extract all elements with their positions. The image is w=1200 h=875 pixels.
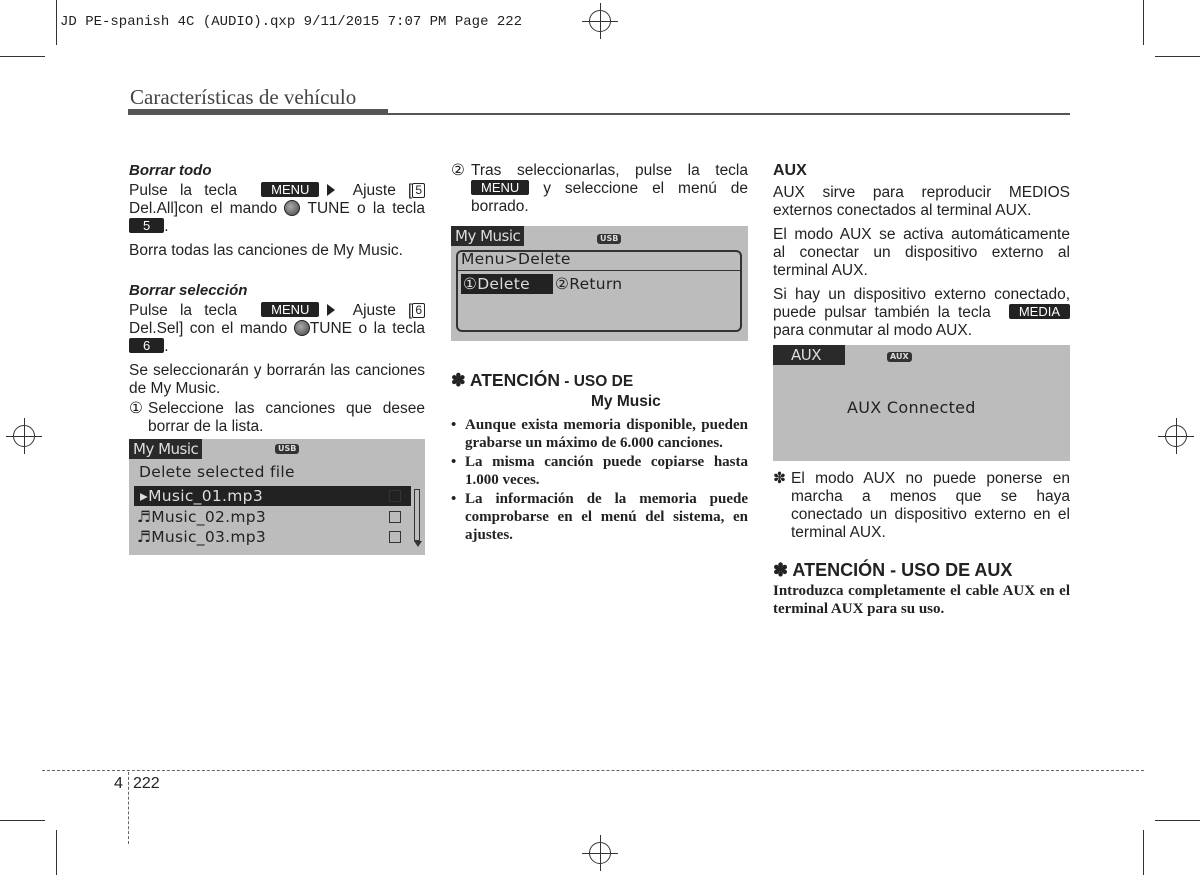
text: Ajuste [: [352, 182, 413, 199]
crop-mark: [1143, 0, 1144, 45]
title-rule-thin: [388, 113, 1070, 115]
paragraph-delete-all-result: Borra todas las canciones de My Music.: [129, 242, 403, 259]
step-1-marker: ①: [129, 400, 143, 417]
attention-aux-title: ✽ ATENCIÓN - USO DE AUX: [773, 560, 1013, 580]
page-number: 222: [133, 775, 160, 792]
usb-badge: USB: [275, 444, 299, 454]
scrollbar: [414, 489, 420, 541]
registration-mark-top: [582, 3, 618, 39]
arrow-right-icon: [327, 184, 335, 196]
attention-title: ✽ ATENCIÓN: [451, 370, 560, 390]
option-delete-selected: ①Delete: [461, 274, 553, 294]
text: Ajuste [: [352, 302, 413, 319]
text: .: [164, 338, 169, 355]
checkbox: [389, 531, 401, 543]
registration-mark-right: [1158, 418, 1194, 454]
left-column: [129, 162, 425, 442]
right-column: [773, 162, 1070, 346]
text: Del.All]con el mando: [129, 200, 278, 217]
screen-tab: AUX: [773, 345, 845, 365]
right-column-lower: [773, 470, 1070, 624]
footer-rule: [42, 770, 1144, 771]
menu-breadcrumb: Menu>Delete: [461, 250, 571, 268]
attention-title-line: [451, 370, 748, 392]
aux-paragraph-1: AUX sirve para reproducir MEDIOS externos conectados al terminal AUX.: [773, 184, 1070, 219]
crop-mark: [1155, 820, 1200, 821]
key-5-icon: 5: [129, 218, 164, 233]
text: Pulse la tecla: [129, 182, 237, 199]
text: El modo AUX no puede ponerse en marcha a menos que se haya conectado un dispositivo externo en el terminal AUX.: [791, 470, 1070, 541]
text: Si hay un dispositivo externo conectado, puede pulsar también la tecla: [773, 286, 1070, 321]
aux-badge: AUX: [887, 352, 912, 362]
bullet-item: • La misma canción puede copiarse hasta 1.000 veces.: [451, 453, 748, 489]
crop-mark: [56, 830, 57, 875]
tune-knob-icon: [284, 200, 300, 216]
footer-divider: [128, 772, 129, 844]
title-rule-thick: [128, 109, 388, 115]
print-file-info: JD PE-spanish 4C (AUDIO).qxp 9/11/2015 7:07 PM Page 222: [60, 14, 523, 30]
tune-knob-icon: [294, 320, 310, 336]
screen-tab: My Music: [129, 439, 202, 459]
number-6-icon: 6: [412, 303, 425, 318]
paragraph-delete-selected-result: Se seleccionarán y borrarán las canciones de My Music.: [129, 362, 425, 397]
step-1: [129, 400, 425, 436]
registration-mark-left: [6, 418, 42, 454]
aux-note: [773, 470, 1070, 542]
screen-tab: My Music: [451, 226, 524, 246]
number-5-icon: 5: [412, 183, 425, 198]
heading-delete-selected: Borrar selección: [129, 282, 248, 299]
crop-mark: [56, 0, 57, 45]
screen-title: Delete selected file: [139, 463, 295, 481]
section-title: Características de vehículo: [130, 85, 357, 109]
chapter-number: 4: [114, 775, 123, 792]
aux-heading: AUX: [773, 162, 807, 179]
scroll-down-icon: [414, 541, 422, 547]
aux-paragraph-2: El modo AUX se activa automáticamente al conectar un dispositivo externo al terminal AUX.: [773, 226, 1070, 279]
text: Del.Sel] con el mando: [129, 320, 288, 337]
crop-mark: [1155, 56, 1200, 57]
text: .: [164, 218, 169, 235]
paragraph-delete-selected: [129, 302, 425, 356]
text: ▸Music_01.mp3: [140, 487, 263, 505]
file-row-selected: [134, 486, 411, 506]
option-return: ②Return: [555, 275, 623, 293]
text: y seleccione el menú de borrado.: [471, 180, 748, 215]
text: TUNE o la tecla: [309, 320, 426, 337]
middle-column: [451, 162, 748, 222]
aux-connected-message: AUX Connected: [847, 398, 976, 417]
aux-connected-screen: [773, 345, 1070, 461]
crop-mark: [0, 820, 45, 821]
step-2-marker: ②: [451, 162, 465, 179]
usb-badge: USB: [597, 234, 621, 244]
attention-subtitle: - USO DE: [559, 373, 634, 390]
popup-divider: [458, 270, 740, 271]
arrow-right-icon: [327, 304, 335, 316]
file-row: ♬Music_02.mp3: [137, 508, 267, 526]
crop-mark: [1143, 830, 1144, 875]
step-2: [451, 162, 748, 216]
checkbox: [389, 511, 401, 523]
paragraph-delete-all: [129, 182, 425, 236]
aux-paragraph-3: [773, 286, 1070, 340]
attention-aux-body: Introduzca completamente el cable AUX en el terminal AUX para su uso.: [773, 583, 1070, 617]
menu-key-icon: MENU: [261, 302, 319, 317]
attention-subtitle-2: My Music: [591, 393, 661, 410]
note-marker: ✽: [773, 470, 786, 487]
text: para conmutar al modo AUX.: [773, 322, 973, 339]
key-6-icon: 6: [129, 338, 164, 353]
attention-my-music: [451, 370, 748, 545]
bullet-item: • La información de la memoria puede comprobarse en el menú del sistema, en ajustes.: [451, 490, 748, 544]
checkbox: [389, 490, 401, 502]
registration-mark-bottom: [582, 835, 618, 871]
text: Tras seleccionarlas, pulse la tecla: [471, 162, 748, 179]
heading-delete-all: Borrar todo: [129, 162, 212, 179]
bullet-item: • Aunque exista memoria disponible, pueden grabarse un máximo de 6.000 canciones.: [451, 416, 748, 452]
text: Pulse la tecla: [129, 302, 237, 319]
menu-key-icon: MENU: [471, 180, 529, 195]
text: TUNE o la tecla: [307, 200, 425, 217]
media-key-icon: MEDIA: [1009, 304, 1070, 319]
menu-delete-screen: [451, 226, 748, 341]
my-music-delete-screen: [129, 439, 425, 555]
menu-key-icon: MENU: [261, 182, 319, 197]
text: Seleccione las canciones que desee borrar de la lista.: [148, 400, 425, 435]
file-row: ♬Music_03.mp3: [137, 528, 267, 546]
crop-mark: [0, 56, 45, 57]
